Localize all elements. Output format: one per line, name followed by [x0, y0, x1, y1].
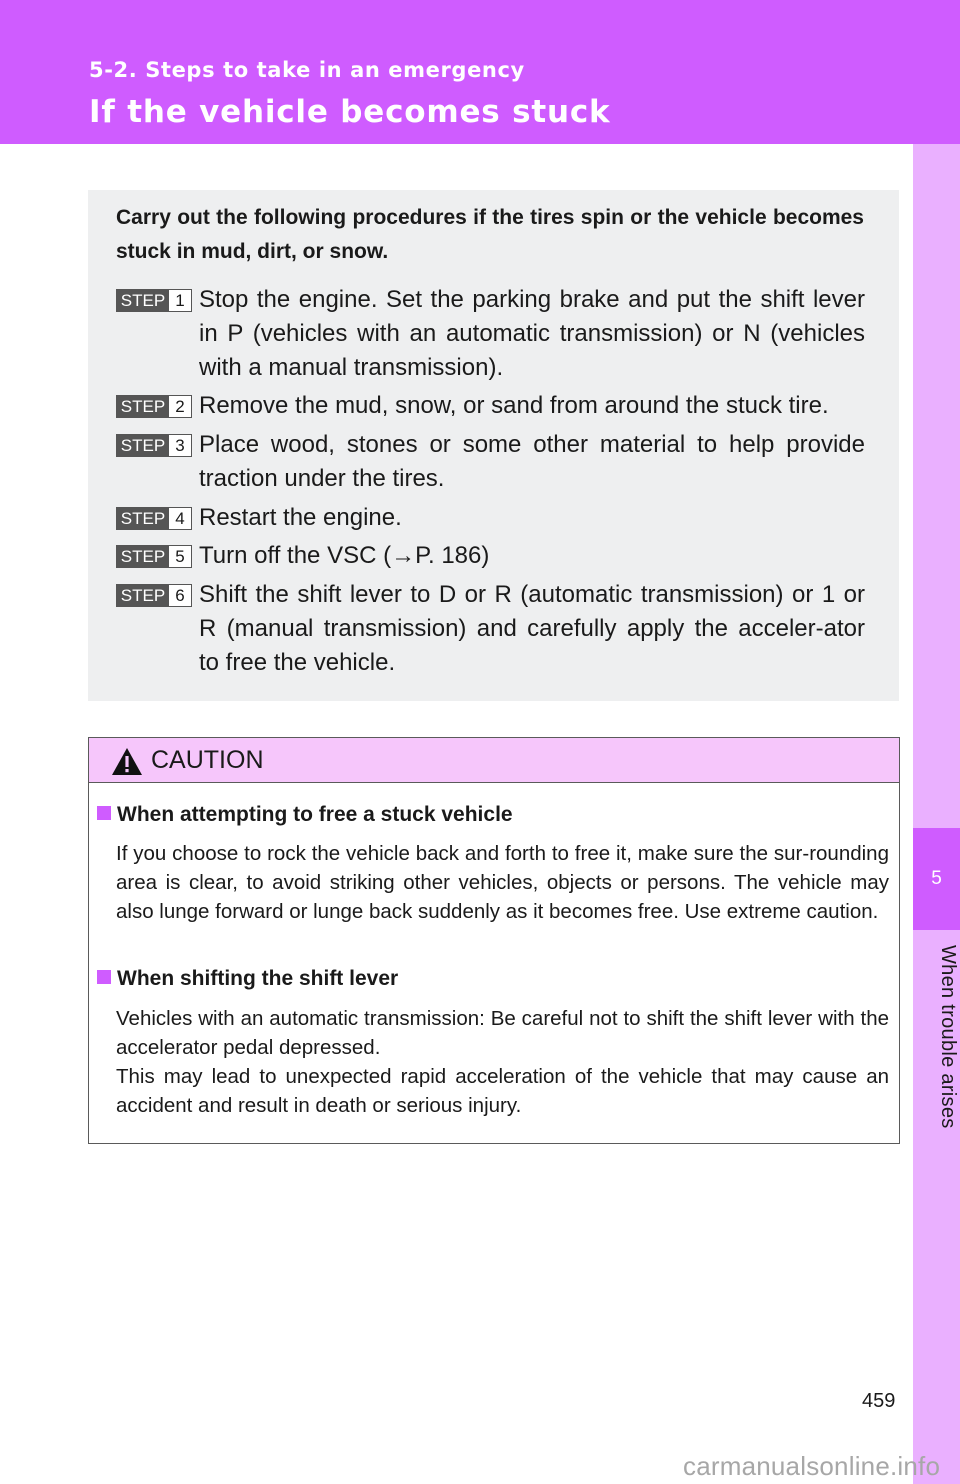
step-badge-number: 1 — [169, 290, 191, 311]
watermark: carmanualsonline.info — [683, 1451, 941, 1481]
step-badge-number: 3 — [169, 435, 191, 456]
step-badge-word: STEP — [117, 546, 169, 567]
step-text: Restart the engine. — [199, 504, 402, 531]
step-badge-number: 5 — [169, 546, 191, 567]
step-badge-number: 2 — [169, 396, 191, 417]
caution-box — [88, 737, 900, 1144]
caution-heading — [97, 967, 887, 991]
caution-heading — [97, 803, 887, 827]
step-text: Turn off the VSC (→P. 186) — [199, 542, 490, 569]
page-header — [0, 0, 960, 144]
caution-paragraph: If you choose to rock the vehicle back and forth to free it, make sure the sur-rounding area is clear, to avoid striking other vehicles, objects or persons. The vehicle may also lunge forward or lunge back suddenly as it becomes free. Use extreme caution. — [116, 842, 889, 923]
caution-header — [89, 738, 899, 783]
step-badge — [116, 507, 192, 530]
chapter-number[interactable]: 5 — [913, 828, 960, 930]
warning-triangle-icon — [111, 747, 143, 776]
step-text: Stop the engine. Set the parking brake and put the shift lever in P (vehicles with an automatic transmission) or N (vehicles with a manual transmission). — [199, 286, 865, 381]
step-badge — [116, 584, 192, 607]
procedure-intro: Carry out the following procedures if the tires spin or the vehicle becomes stuck in mud, dirt, or snow. — [116, 206, 864, 263]
page-title: If the vehicle becomes stuck — [89, 94, 611, 130]
square-bullet-icon — [97, 970, 111, 984]
step-badge-number: 4 — [169, 508, 191, 529]
square-bullet-icon — [97, 806, 111, 820]
step-text: Shift the shift lever to D or R (automatic transmission) or 1 or R (manual transmission) and carefully apply the acceler-ator to free the vehicle. — [199, 581, 865, 676]
step-text: Place wood, stones or some other material to help provide traction under the tires. — [199, 431, 865, 492]
chapter-title[interactable]: When trouble arises — [937, 945, 959, 1129]
step-badge-word: STEP — [117, 396, 169, 417]
caution-heading-text: When attempting to free a stuck vehicle — [117, 803, 513, 826]
step-badge — [116, 395, 192, 418]
chapter-side-tab[interactable] — [913, 144, 960, 1484]
step-badge — [116, 434, 192, 457]
step-badge — [116, 289, 192, 312]
step-badge — [116, 545, 192, 568]
step-badge-word: STEP — [117, 435, 169, 456]
step-badge-word: STEP — [117, 585, 169, 606]
step-text: Remove the mud, snow, or sand from around the stuck tire. — [199, 392, 829, 419]
caution-label: CAUTION — [151, 746, 264, 774]
caution-paragraph: This may lead to unexpected rapid acceleration of the vehicle that may cause an accident and result in death or serious injury. — [116, 1065, 889, 1117]
caution-heading-text: When shifting the shift lever — [117, 967, 399, 990]
section-label: 5-2. Steps to take in an emergency — [89, 58, 525, 82]
step-badge-word: STEP — [117, 508, 169, 529]
step-badge-word: STEP — [117, 290, 169, 311]
caution-paragraph: Vehicles with an automatic transmission: Be careful not to shift the shift lever with the accelerator pedal depressed. — [116, 1007, 889, 1059]
step-badge-number: 6 — [169, 585, 191, 606]
page-number: 459 — [862, 1390, 896, 1412]
